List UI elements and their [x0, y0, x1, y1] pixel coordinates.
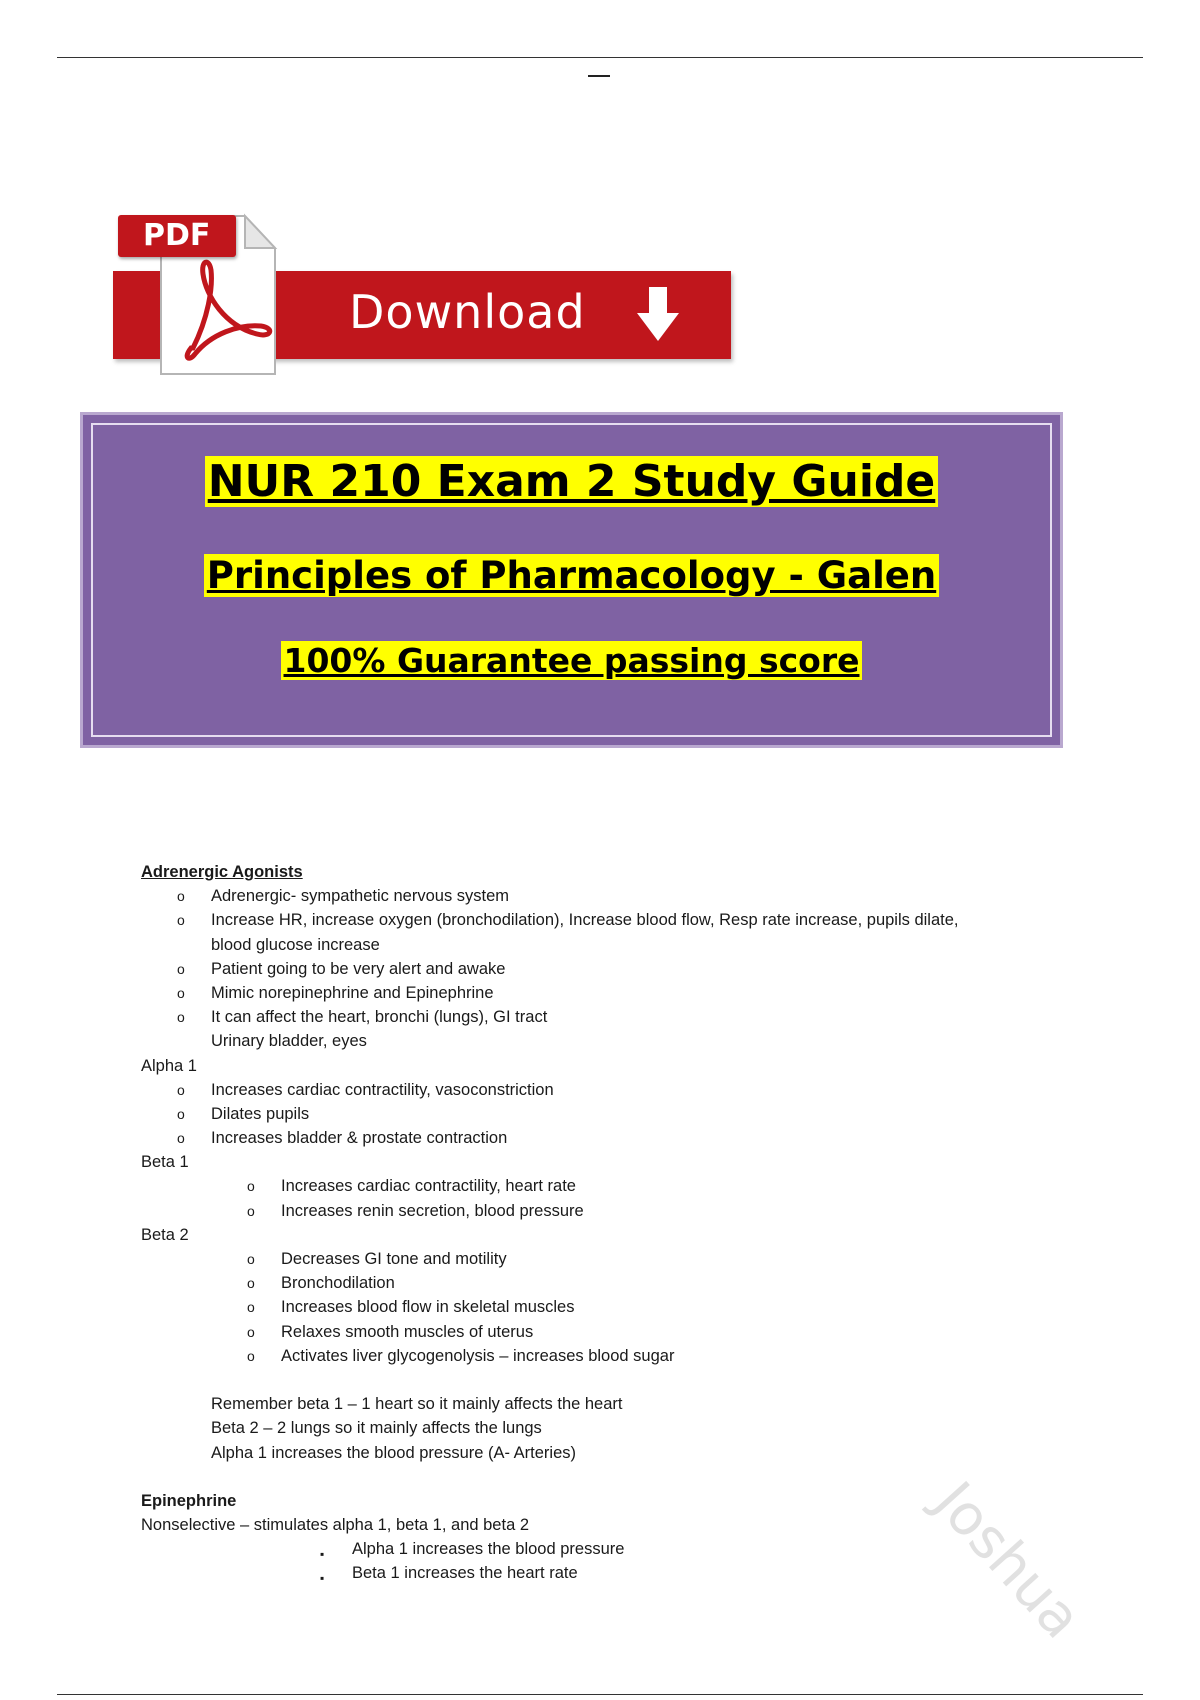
list-item-text: Relaxes smooth muscles of uterus — [281, 1322, 534, 1341]
down-arrow-icon — [633, 283, 683, 347]
list-item-text: Adrenergic- sympathetic nervous system — [211, 887, 510, 906]
list-item-continuation — [141, 1029, 1041, 1053]
heading-beta1: Beta 1 — [141, 1153, 189, 1172]
list-item-text: Increases renin secretion, blood pressure — [281, 1201, 584, 1220]
heading-epinephrine: Epinephrine — [141, 1491, 237, 1510]
list-item-text: Dilates pupils — [211, 1104, 310, 1123]
bottom-rule — [57, 1694, 1143, 1695]
section-heading — [141, 1223, 1041, 1247]
list-item — [141, 908, 1041, 932]
top-rule — [57, 57, 1143, 58]
list-item-text: blood glucose increase — [211, 935, 380, 954]
circle-bullet-icon: o — [177, 888, 185, 905]
circle-bullet-icon: o — [247, 1275, 255, 1292]
title-text: NUR 210 Exam 2 Study Guide — [205, 456, 939, 507]
circle-bullet-icon: o — [247, 1251, 255, 1267]
square-bullet-icon: ▪ — [320, 1571, 325, 1586]
notes-body — [141, 860, 1041, 1586]
list-item — [141, 1537, 1041, 1561]
spacer — [141, 1465, 1041, 1489]
list-item — [141, 1295, 1041, 1319]
list-item-text: Activates liver glycogenolysis – increases blood sugar — [281, 1346, 675, 1365]
section-heading — [141, 860, 1041, 884]
list-item — [141, 1126, 1041, 1150]
list-item-text: Increases cardiac contractility, vasoconstriction — [211, 1080, 554, 1099]
list-item-text: Increase HR, increase oxygen (bronchodilation), Increase blood flow, Resp rate increase, pupils dilate, — [211, 911, 959, 930]
remember-line — [141, 1416, 1041, 1440]
remember-text: Remember beta 1 – 1 heart so it mainly affects the heart — [211, 1395, 623, 1414]
heading-alpha1: Alpha 1 — [141, 1056, 197, 1075]
square-bullet-icon: ▪ — [320, 1547, 325, 1562]
list-item-text: Patient going to be very alert and awake — [211, 959, 506, 978]
list-item-text: Increases bladder & prostate contraction — [211, 1129, 508, 1148]
list-item-text: Urinary bladder, eyes — [211, 1032, 367, 1051]
circle-bullet-icon: o — [247, 1347, 255, 1364]
section-heading — [141, 1150, 1041, 1174]
list-item — [141, 884, 1041, 908]
list-item-text: Increases blood flow in skeletal muscles — [281, 1298, 575, 1317]
list-item — [141, 1102, 1041, 1126]
list-item-text: Increases cardiac contractility, heart rate — [281, 1177, 576, 1196]
list-item — [141, 1199, 1041, 1223]
list-item — [141, 1320, 1041, 1344]
title-box — [80, 412, 1063, 748]
remember-line — [141, 1441, 1041, 1465]
circle-bullet-icon: o — [177, 1130, 185, 1147]
circle-bullet-icon: o — [177, 984, 185, 1001]
circle-bullet-icon: o — [177, 960, 185, 977]
list-item — [141, 957, 1041, 981]
watermark: Joshua — [921, 1470, 1094, 1652]
pdf-badge: PDF — [118, 215, 236, 257]
remember-text: Alpha 1 increases the blood pressure (A- Arteries) — [211, 1443, 577, 1462]
remember-line — [141, 1392, 1041, 1416]
list-item — [141, 1561, 1041, 1585]
download-button[interactable] — [113, 203, 733, 383]
list-item-text: It can affect the heart, bronchi (lungs), GI tract — [211, 1008, 548, 1027]
circle-bullet-icon: o — [177, 1081, 185, 1098]
list-item — [141, 1344, 1041, 1368]
section-heading — [141, 1054, 1041, 1078]
remember-text: Beta 2 – 2 lungs so it mainly affects the lungs — [211, 1419, 542, 1438]
circle-bullet-icon: o — [177, 1105, 185, 1122]
section-heading — [141, 1489, 1041, 1513]
list-item-text: Beta 1 increases the heart rate — [352, 1564, 578, 1583]
list-item — [141, 1174, 1041, 1198]
tagline-text: 100% Guarantee passing score — [281, 641, 863, 680]
epinephrine-description: Nonselective – stimulates alpha 1, beta 1, and beta 2 — [141, 1516, 529, 1535]
document-subtitle — [83, 554, 1060, 597]
header-mark — [588, 75, 610, 77]
list-item-text: Mimic norepinephrine and Epinephrine — [211, 983, 494, 1002]
list-item-continuation — [141, 933, 1041, 957]
list-item — [141, 1005, 1041, 1029]
list-item-text: Bronchodilation — [281, 1274, 395, 1293]
list-item — [141, 981, 1041, 1005]
spacer — [141, 1368, 1041, 1392]
list-item — [141, 1271, 1041, 1295]
download-label: Download — [349, 285, 586, 339]
paragraph-line — [141, 1513, 1041, 1537]
circle-bullet-icon: o — [247, 1202, 255, 1219]
circle-bullet-icon: o — [247, 1299, 255, 1316]
heading-beta2: Beta 2 — [141, 1225, 189, 1244]
list-item — [141, 1247, 1041, 1271]
circle-bullet-icon: o — [177, 912, 185, 929]
circle-bullet-icon: o — [247, 1323, 255, 1340]
heading-adrenergic: Adrenergic Agonists — [141, 863, 303, 881]
list-item-text: Alpha 1 increases the blood pressure — [352, 1540, 625, 1559]
circle-bullet-icon: o — [177, 1009, 185, 1026]
list-item-text: Decreases GI tone and motility — [281, 1250, 507, 1268]
subtitle-text: Principles of Pharmacology - Galen — [204, 554, 939, 597]
document-title — [83, 456, 1060, 507]
list-item — [141, 1078, 1041, 1102]
circle-bullet-icon: o — [247, 1178, 255, 1195]
document-tagline — [83, 641, 1060, 680]
